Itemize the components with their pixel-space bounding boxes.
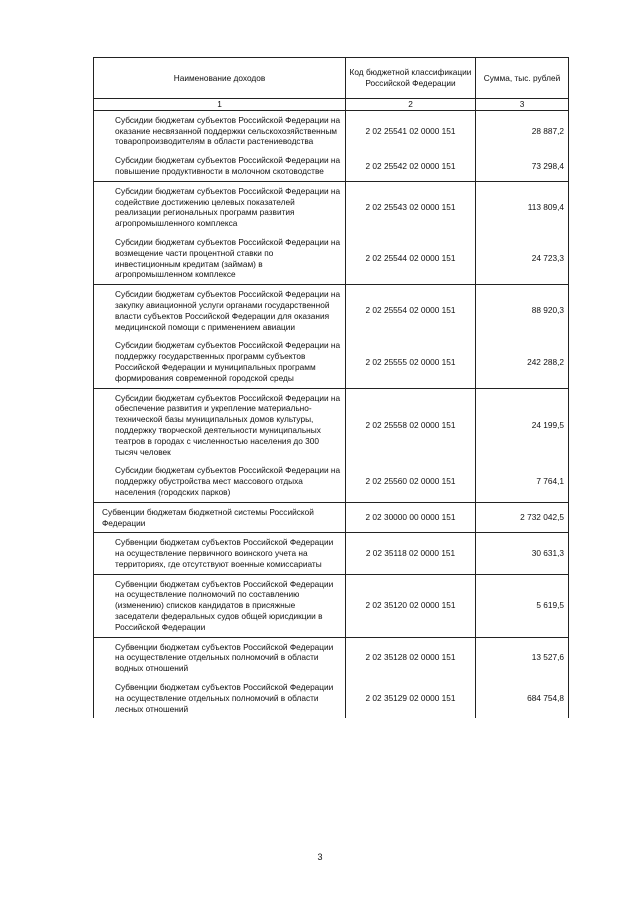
budget-revenue-table xyxy=(93,57,569,718)
table-header-row xyxy=(94,58,569,99)
row-name: Субвенции бюджетам субъектов Российской Федерации на осуществление отдельных полномочий в области лесных отношений xyxy=(94,678,346,718)
row-amount: 28 887,2 xyxy=(476,110,569,151)
row-code: 2 02 25542 02 0000 151 xyxy=(346,151,476,181)
table-row xyxy=(94,637,569,678)
row-name: Субвенции бюджетам субъектов Российской Федерации на осуществление полномочий по составлению (изменению) списков кандидатов в присяжные заседатели федеральных судов общей юрисдикции в Российской Федерации xyxy=(94,574,346,637)
header-name: Наименование доходов xyxy=(94,58,346,99)
header-code: Код бюджетной классификации Российской Федерации xyxy=(346,58,476,99)
row-name: Субсидии бюджетам субъектов Российской Федерации на содействие достижению целевых показателей реализации региональных программ развития агропромышленного комплекса xyxy=(94,181,346,233)
row-amount: 113 809,4 xyxy=(476,181,569,233)
column-number-3: 3 xyxy=(476,99,569,111)
row-amount: 30 631,3 xyxy=(476,533,569,574)
row-name: Субвенции бюджетам субъектов Российской Федерации на осуществление первичного воинского учета на территориях, где отсутствуют военные комиссариаты xyxy=(94,533,346,574)
column-number-row xyxy=(94,99,569,111)
table-row xyxy=(94,181,569,233)
row-amount: 242 288,2 xyxy=(476,336,569,388)
row-name: Субсидии бюджетам субъектов Российской Федерации на обеспечение развития и укрепление материально-технической базы муниципальных домов культуры, поддержку творческой деятельности муниципальных театров в городах с численностью населения до 300 тысяч человек xyxy=(94,388,346,461)
row-code: 2 02 35128 02 0000 151 xyxy=(346,637,476,678)
row-code: 2 02 35118 02 0000 151 xyxy=(346,533,476,574)
row-amount: 88 920,3 xyxy=(476,285,569,337)
row-name: Субсидии бюджетам субъектов Российской Федерации на оказание несвязанной поддержки сельскохозяйственным товаропроизводителям в области растениеводства xyxy=(94,110,346,151)
page-number: 3 xyxy=(317,852,323,862)
row-code: 2 02 25558 02 0000 151 xyxy=(346,388,476,461)
row-code: 2 02 25543 02 0000 151 xyxy=(346,181,476,233)
row-amount: 24 723,3 xyxy=(476,233,569,285)
row-code: 2 02 35120 02 0000 151 xyxy=(346,574,476,637)
row-code: 2 02 35129 02 0000 151 xyxy=(346,678,476,718)
table-row xyxy=(94,151,569,181)
row-code: 2 02 25554 02 0000 151 xyxy=(346,285,476,337)
row-name: Субсидии бюджетам субъектов Российской Федерации на повышение продуктивности в молочном скотоводстве xyxy=(94,151,346,181)
row-amount: 73 298,4 xyxy=(476,151,569,181)
row-name: Субвенции бюджетам бюджетной системы Российской Федерации xyxy=(94,502,346,533)
row-code: 2 02 25541 02 0000 151 xyxy=(346,110,476,151)
row-amount: 7 764,1 xyxy=(476,461,569,502)
table-row xyxy=(94,110,569,151)
row-amount: 24 199,5 xyxy=(476,388,569,461)
row-amount: 2 732 042,5 xyxy=(476,502,569,533)
row-name: Субвенции бюджетам субъектов Российской Федерации на осуществление отдельных полномочий в области водных отношений xyxy=(94,637,346,678)
row-code: 2 02 25560 02 0000 151 xyxy=(346,461,476,502)
table-row xyxy=(94,285,569,337)
table-row xyxy=(94,574,569,637)
row-name: Субсидии бюджетам субъектов Российской Федерации на поддержку обустройства мест массового отдыха населения (городских парков) xyxy=(94,461,346,502)
row-code: 2 02 25555 02 0000 151 xyxy=(346,336,476,388)
row-code: 2 02 30000 00 0000 151 xyxy=(346,502,476,533)
row-amount: 13 527,6 xyxy=(476,637,569,678)
table-row xyxy=(94,502,569,533)
table-row xyxy=(94,461,569,502)
table-row xyxy=(94,388,569,461)
column-number-1: 1 xyxy=(94,99,346,111)
row-name: Субсидии бюджетам субъектов Российской Федерации на закупку авиационной услуги органами государственной власти субъектов Российской Федерации для оказания медицинской помощи с применением авиации xyxy=(94,285,346,337)
row-name: Субсидии бюджетам субъектов Российской Федерации на возмещение части процентной ставки по инвестиционным кредитам (займам) в агропромышленном комплексе xyxy=(94,233,346,285)
table-row xyxy=(94,233,569,285)
row-code: 2 02 25544 02 0000 151 xyxy=(346,233,476,285)
header-sum: Сумма, тыс. рублей xyxy=(476,58,569,99)
column-number-2: 2 xyxy=(346,99,476,111)
table-row xyxy=(94,678,569,718)
table-row xyxy=(94,336,569,388)
row-amount: 684 754,8 xyxy=(476,678,569,718)
table-row xyxy=(94,533,569,574)
row-amount: 5 619,5 xyxy=(476,574,569,637)
row-name: Субсидии бюджетам субъектов Российской Федерации на поддержку государственных программ субъектов Российской Федерации и муниципальных программ формирования современной городской среды xyxy=(94,336,346,388)
